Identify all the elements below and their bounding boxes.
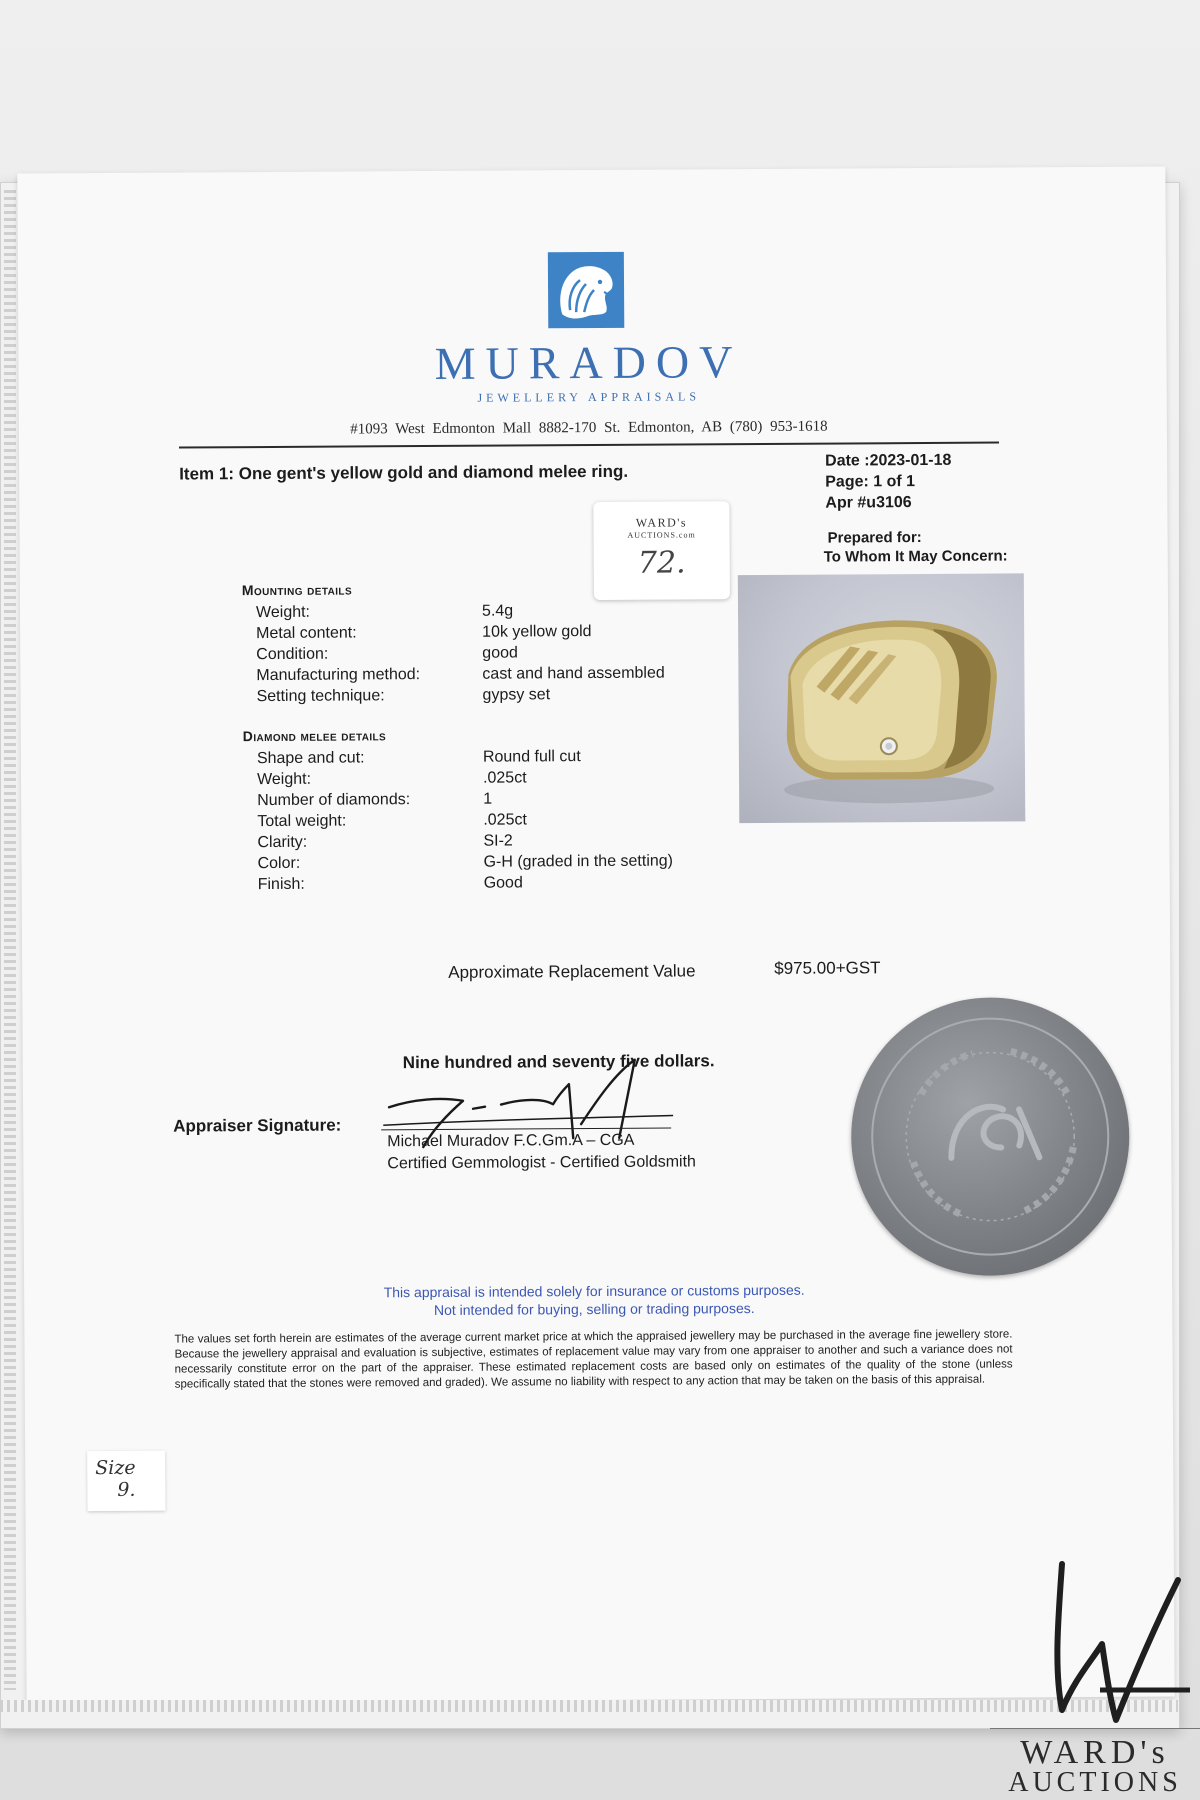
document-meta (825, 450, 952, 514)
wa-monogram-icon (1040, 1560, 1190, 1730)
detail-label: Color: (257, 854, 301, 873)
detail-label: Weight: (255, 603, 311, 622)
detail-row (256, 664, 756, 688)
detail-value: G-H (graded in the setting) (483, 852, 674, 871)
detail-value: 1 (483, 790, 493, 808)
detail-value: .025ct (483, 811, 527, 829)
detail-row (257, 810, 757, 834)
detail-label: Manufacturing method: (256, 666, 421, 685)
detail-value: cast and hand assembled (482, 664, 665, 683)
detail-label: Weight: (256, 770, 312, 789)
usage-notice-line2: Not intended for buying, selling or trading purposes. (433, 1300, 755, 1318)
size-label: Size (95, 1456, 136, 1480)
detail-label: Total weight: (257, 812, 347, 831)
detail-value: 5.4g (481, 602, 514, 620)
item-title: Item 1: One gent's yellow gold and diamond melee ring. (179, 461, 629, 484)
detail-value: Good (483, 874, 523, 892)
detail-label: Finish: (257, 875, 305, 894)
detail-value: good (482, 644, 518, 662)
appraiser-title: Certified Gemmologist - Certified Goldsmith (387, 1153, 696, 1173)
detail-value: gypsy set (482, 686, 551, 704)
watermark-rule (990, 1728, 1200, 1729)
prepared-for-label: Prepared for: (827, 529, 922, 547)
detail-row (256, 643, 756, 667)
prepared-for (823, 527, 1008, 566)
appraiser-name: Michael Muradov F.C.Gm.A – CGA (387, 1131, 635, 1151)
header-rule (179, 442, 999, 449)
detail-row (256, 622, 756, 646)
detail-row (258, 873, 758, 897)
detail-row (257, 789, 757, 813)
detail-label: Metal content: (256, 624, 357, 643)
mounting-details-title: Mounting details (241, 581, 353, 599)
prepared-for-value: To Whom It May Concern: (823, 547, 1008, 566)
detail-row (256, 685, 756, 709)
detail-label: Clarity: (257, 833, 308, 852)
amount-in-words: Nine hundred and seventy five dollars. (402, 1051, 715, 1073)
replacement-value-label: Approximate Replacement Value (448, 961, 696, 982)
lion-head-icon (548, 252, 624, 328)
detail-label: Number of diamonds: (257, 791, 411, 810)
watermark-brand: WARD's (1020, 1734, 1170, 1771)
usage-notice-line1: This appraisal is intended solely for insurance or customs purposes. (383, 1281, 805, 1301)
detail-value: Round full cut (482, 748, 581, 766)
size-sticker (87, 1451, 165, 1511)
appraisal-number: Apr #u3106 (825, 494, 912, 512)
brand-name: MURADOV (434, 336, 743, 389)
lot-sticker-domain: AUCTIONS.com (627, 530, 696, 540)
page-count: Page: 1 of 1 (825, 473, 916, 491)
detail-value: SI-2 (483, 832, 513, 850)
lot-sticker-brand: WARD's (635, 515, 688, 530)
detail-value: 10k yellow gold (482, 623, 592, 641)
brand-subtitle: JEWELLERY APPRAISALS (477, 389, 701, 405)
replacement-value-amount: $975.00+GST (774, 958, 881, 978)
cga-seal-icon (850, 997, 1130, 1277)
appraiser-signature-label: Appraiser Signature: (173, 1115, 342, 1136)
detail-row (257, 747, 757, 771)
appraisal-document (17, 167, 1174, 1704)
usage-notice (184, 1280, 1004, 1321)
detail-row (256, 601, 756, 625)
watermark-subtext: AUCTIONS (1008, 1767, 1182, 1798)
lot-sticker (593, 501, 730, 600)
address-line: #1093 West Edmonton Mall 8882-170 St. Edmonton, AB (780) 953-1618 (350, 418, 828, 438)
date: Date :2023-01-18 (825, 451, 952, 470)
detail-label: Shape and cut: (256, 749, 365, 768)
detail-value: .025ct (482, 769, 527, 787)
detail-row (257, 831, 757, 855)
sleeve-bottom-edge (0, 1700, 1178, 1712)
disclaimer: The values set forth herein are estimates of the average current market price at which the appraised jewellery may be purchased in the average fine jewellery store. Because the jewellery appraisal and evaluation is subjective, estimates of replacement value may vary from one appraiser to another and such a variance does not necessarily constitute error on the part of the appraiser. These estimated replacement costs are based only on estimates of the quality of the stone (unless specifically stated that the stones were removed and graded). We assume no liability with respect to any action that may be taken on the basis of this appraisal. (174, 1328, 1013, 1391)
diamond-details-title: Diamond melee details (242, 727, 387, 745)
detail-label: Setting technique: (256, 687, 385, 706)
detail-row (257, 768, 757, 792)
ring-photo (738, 573, 1026, 823)
sleeve-perforation (4, 190, 16, 1690)
lot-number: 72. (637, 545, 686, 581)
size-value: 9. (117, 1478, 136, 1501)
detail-row (258, 852, 758, 876)
detail-label: Condition: (256, 645, 329, 664)
